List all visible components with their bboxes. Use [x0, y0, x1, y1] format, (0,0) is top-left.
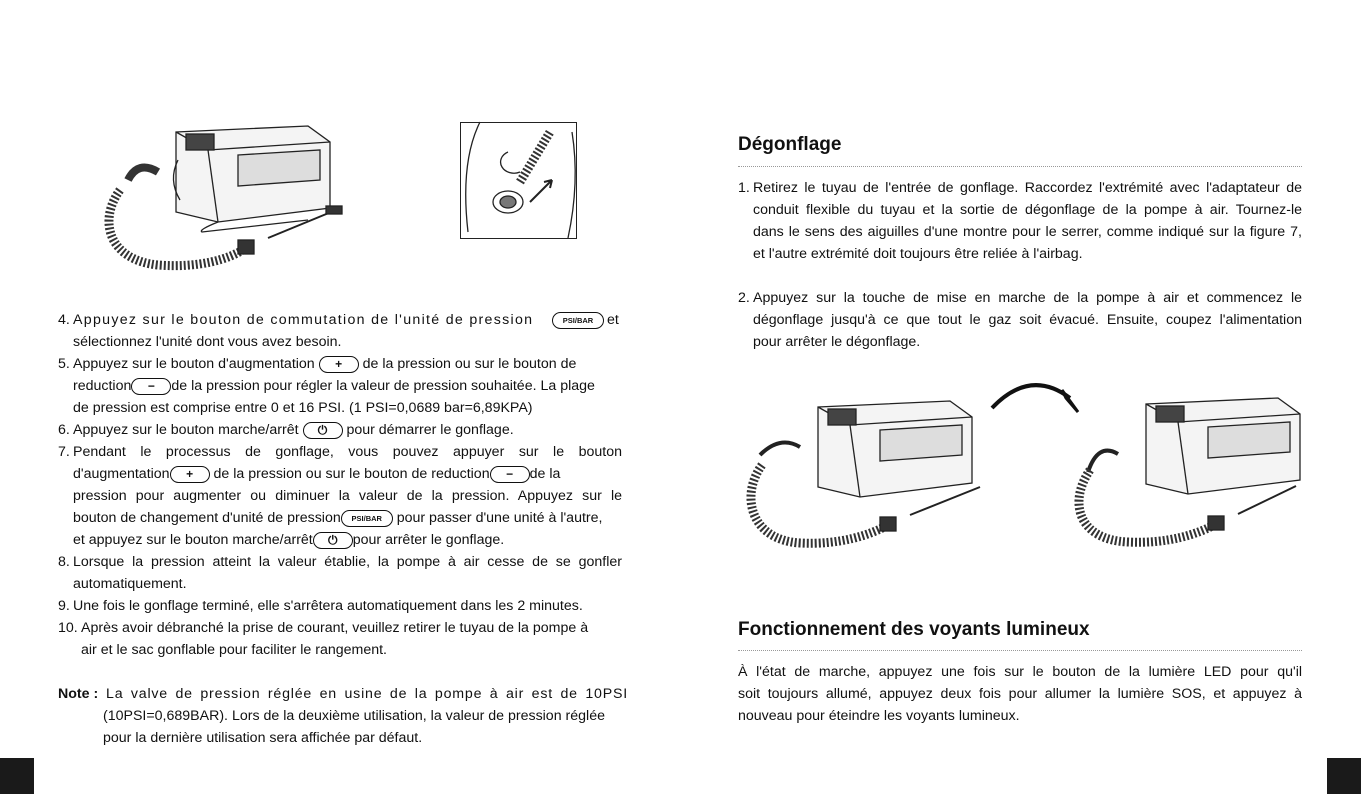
pump-illustration-inflate — [98, 120, 353, 275]
plus-icon: + — [319, 356, 359, 373]
step-text: air et le sac gonflable pour faciliter le rangement. — [81, 642, 387, 658]
step-text: Une fois le gonflage terminé, elle s'arrêtera automatiquement dans les 2 minutes. — [73, 598, 583, 614]
section-divider — [738, 650, 1302, 651]
paragraph-line: À l'état de marche, appuyez une fois sur le bouton de la lumière LED pour qu'il — [738, 664, 1302, 680]
step-text: pression pour augmenter ou diminuer la valeur de la pression. Appuyez sur le — [73, 488, 622, 504]
step-text: et appuyez sur le bouton marche/arrêt — [73, 532, 313, 548]
step-text: de pression est comprise entre 0 et 16 PSI. (1 PSI=0,0689 bar=6,89KPA) — [73, 400, 533, 416]
paragraph-line: nouveau pour éteindre les voyants lumineux. — [738, 708, 1020, 724]
step-text: dans le sens des aiguilles d'une montre pour le serrer, comme indiqué sur la figure 7, — [753, 224, 1302, 240]
plus-icon: + — [170, 466, 210, 483]
section-divider — [738, 166, 1302, 167]
step-text: et — [607, 312, 619, 328]
step-text: Après avoir débranché la prise de courant, veuillez retirer le tuyau de la pompe à — [81, 620, 589, 636]
page-edge-tab-right — [1327, 758, 1361, 794]
psi-bar-button-icon: PSI/BAR — [552, 312, 604, 329]
step-text: Lorsque la pression atteint la valeur établie, la pompe à air cesse de se gonfler — [73, 554, 622, 570]
step-text: reduction — [73, 378, 132, 394]
step-text: pour arrêter le gonflage. — [352, 532, 505, 548]
step-text: pour arrêter le dégonflage. — [753, 334, 921, 350]
list-number: 1. — [738, 180, 750, 196]
step-text: de la pression ou sur le bouton de — [362, 356, 577, 372]
list-number: 6. — [58, 422, 70, 438]
section-title-lights: Fonctionnement des voyants lumineux — [738, 619, 1090, 640]
step-text: de la — [529, 466, 561, 482]
valve-detail-figure — [460, 122, 577, 239]
step-text: pour démarrer le gonflage. — [346, 422, 514, 438]
curved-arrow-icon — [990, 378, 1080, 418]
pump-illustration-deflate-before — [740, 395, 995, 555]
step-text: Appuyez sur le bouton d'augmentation — [73, 356, 315, 372]
step-text: Appuyez sur la touche de mise en marche de la pompe à air et commencez le — [753, 290, 1302, 306]
step-text: et l'autre extrémité doit toujours être reliée à l'airbag. — [753, 246, 1083, 262]
step-text: Appuyez sur le bouton marche/arrêt — [73, 422, 299, 438]
step-text: de la pression ou sur le bouton de reduction — [213, 466, 490, 482]
page-edge-tab-left — [0, 758, 34, 794]
step-text: sélectionnez l'unité dont vous avez besoin. — [73, 334, 342, 350]
step-text: d'augmentation — [73, 466, 170, 482]
psi-bar-button-icon: PSI/BAR — [341, 510, 393, 527]
note-text: pour la dernière utilisation sera affichée par défaut. — [103, 730, 423, 746]
step-text: Retirez le tuyau de l'entrée de gonflage. Raccordez l'extrémité avec l'adaptateur de — [753, 180, 1302, 196]
minus-icon: − — [131, 378, 171, 395]
step-text: conduit flexible du tuyau et la sortie de dégonflage de la pompe à air. Tournez-le — [753, 202, 1302, 218]
note-text: (10PSI=0,689BAR). Lors de la deuxième utilisation, la valeur de pression réglée — [103, 708, 605, 724]
list-number: 7. — [58, 444, 70, 460]
step-text: dégonflage jusqu'à ce que tout le gaz soit évacué. Ensuite, coupez l'alimentation — [753, 312, 1302, 328]
list-number: 2. — [738, 290, 750, 306]
minus-icon: − — [490, 466, 530, 483]
step-text: bouton de changement d'unité de pression — [73, 510, 341, 526]
step-text: automatiquement. — [73, 576, 187, 592]
section-title-deflate: Dégonflage — [738, 134, 842, 155]
paragraph-line: soit toujours allumé, appuyez deux fois pour allumer la lumière SOS, et appuyez à — [738, 686, 1302, 702]
note-text: La valve de pression réglée en usine de la pompe à air est de 10PSI — [106, 686, 628, 702]
pump-illustration-deflate-after — [1068, 392, 1323, 552]
step-text: de la pression pour régler la valeur de pression souhaitée. La plage — [171, 378, 595, 394]
list-number: 5. — [58, 356, 70, 372]
power-icon: ⏻ — [303, 422, 343, 439]
step-text: Appuyez sur le bouton de commutation de l'unité de pression — [73, 312, 534, 328]
note-label: Note : — [58, 686, 99, 702]
step-text: pour passer d'une unité à l'autre, — [396, 510, 603, 526]
step-text: Pendant le processus de gonflage, vous pouvez appuyer sur le bouton — [73, 444, 622, 460]
list-number: 10. — [58, 620, 78, 636]
list-number: 9. — [58, 598, 70, 614]
list-number: 8. — [58, 554, 70, 570]
list-number: 4. — [58, 312, 70, 328]
power-icon: ⏻ — [313, 532, 353, 549]
